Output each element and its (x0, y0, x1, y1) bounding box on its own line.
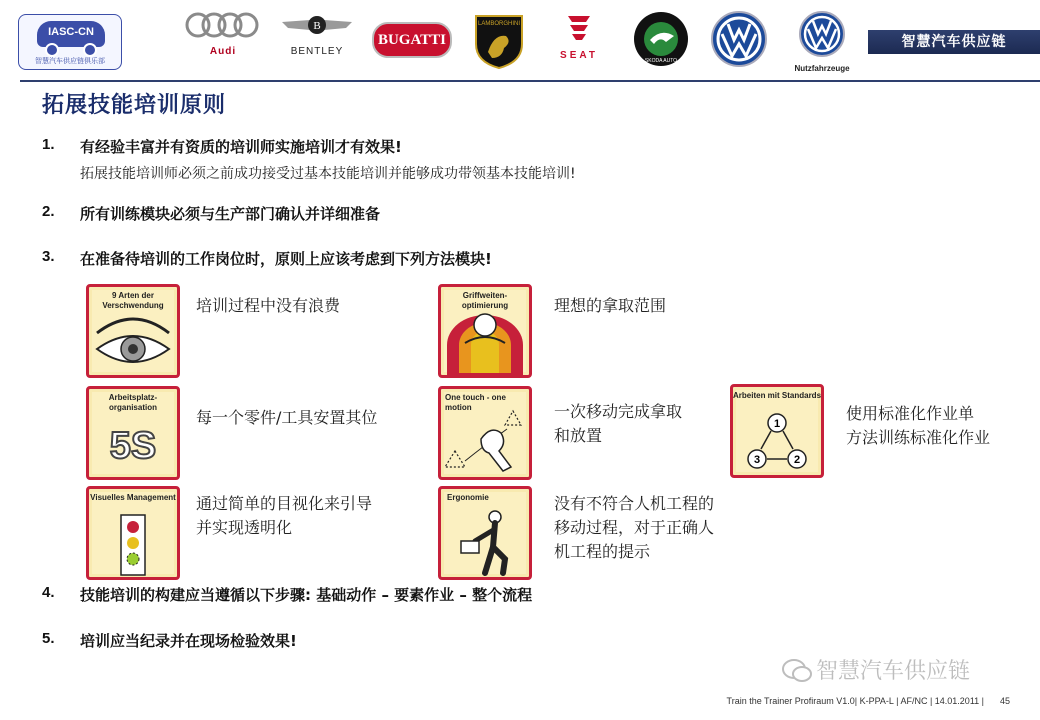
point-3-text: 在准备待培训的工作岗位时，原则上应该考虑到下列方法模块! (80, 250, 492, 268)
svg-text:1: 1 (773, 418, 781, 430)
point-5-number: 5. (42, 630, 55, 647)
module-desc-waste: 培训过程中没有浪费 (196, 296, 341, 315)
header-divider (20, 80, 1040, 82)
point-4-number: 4. (42, 584, 55, 601)
skoda-logo (632, 10, 690, 72)
module-desc-ergonomics: 没有不符合人机工程的 移动过程，对于正确人 机工程的提示 (554, 494, 715, 561)
volkswagen-logo (710, 10, 768, 72)
svg-text:LAMBORGHINI: LAMBORGHINI (477, 21, 521, 27)
vw-commercial-logo: Nutzfahrzeuge (786, 10, 858, 73)
module-label: Griffweiten-optimierung (461, 291, 509, 310)
module-tile-reach (438, 284, 532, 378)
watermark: 智慧汽车供应链 (816, 659, 971, 684)
chat-bubble-icon (782, 658, 812, 684)
svg-text:3: 3 (753, 454, 761, 466)
module-label: Arbeitsplatz-organisation (108, 393, 158, 412)
header-label: 智慧汽车供应链 (868, 30, 1040, 54)
standard-cycle-icon (733, 387, 821, 475)
5s-icon: 5S (109, 425, 157, 467)
page-number: 45 (999, 696, 1010, 706)
module-label: Arbeiten mit Standards (733, 391, 822, 400)
club-logo-subtitle: 智慧汽车供应链俱乐部 (35, 57, 105, 65)
module-tile-ergonomics (438, 486, 532, 580)
lamborghini-logo (472, 14, 526, 74)
bentley-logo: B BENTLEY (280, 10, 354, 57)
module-label: Ergonomie (447, 493, 489, 502)
point-1-number: 1. (42, 136, 55, 153)
club-logo (18, 14, 122, 70)
point-2-number: 2. (42, 203, 55, 220)
point-2-text: 所有训练模块必须与生产部门确认并详细准备 (80, 205, 381, 223)
module-tile-standards (730, 384, 824, 478)
page-title: 拓展技能培训原则 (42, 93, 227, 118)
bugatti-logo: BUGATTI (372, 22, 452, 58)
eye-icon (89, 287, 177, 375)
module-tile-one-touch (438, 386, 532, 480)
module-desc-reach: 理想的拿取范围 (554, 296, 667, 315)
footer-info: Train the Trainer Profiraum V1.0| K-PPA-L | AF/NC | 14.01.2011 | (726, 696, 984, 706)
club-logo-text: IASC-CN (48, 26, 94, 38)
module-desc-visual-management: 通过简单的目视化来引导 并实现透明化 (196, 494, 373, 537)
point-1-subtext: 拓展技能培训师必须之前成功接受过基本技能培训并能够成功带领基本技能培训! (80, 166, 576, 182)
point-3-number: 3. (42, 248, 55, 265)
svg-text:B: B (313, 20, 321, 32)
point-1-text: 有经验丰富并有资质的培训师实施培训才有效果! (80, 138, 402, 156)
point-5-text: 培训应当纪录并在现场检验效果! (80, 632, 297, 650)
module-tile-visual-management (86, 486, 180, 580)
module-desc-5s: 每一个零件/工具安置其位 (196, 408, 378, 427)
audi-logo: Audi (184, 10, 262, 57)
module-label: 9 Arten der Verschwendung (102, 291, 164, 310)
hand-grab-icon (441, 389, 529, 477)
traffic-light-icon (89, 489, 177, 577)
svg-text:SKODA AUTO: SKODA AUTO (644, 58, 678, 64)
seat-logo: SEAT (548, 10, 610, 61)
module-desc-standards: 使用标准化作业单 方法训练标准化作业 (846, 404, 991, 447)
module-tile-5s (86, 386, 180, 480)
module-label: Visuelles Management (90, 493, 176, 502)
point-4-text: 技能培训的构建应当遵循以下步骤: 基础动作 – 要素作业 – 整个流程 (80, 586, 533, 604)
module-label: One touch - one motion (445, 393, 506, 412)
module-desc-one-touch: 一次移动完成拿取 和放置 (554, 402, 683, 445)
ergonomics-icon (441, 489, 529, 577)
svg-text:2: 2 (793, 454, 801, 466)
reach-range-icon (441, 287, 529, 375)
module-tile-waste (86, 284, 180, 378)
